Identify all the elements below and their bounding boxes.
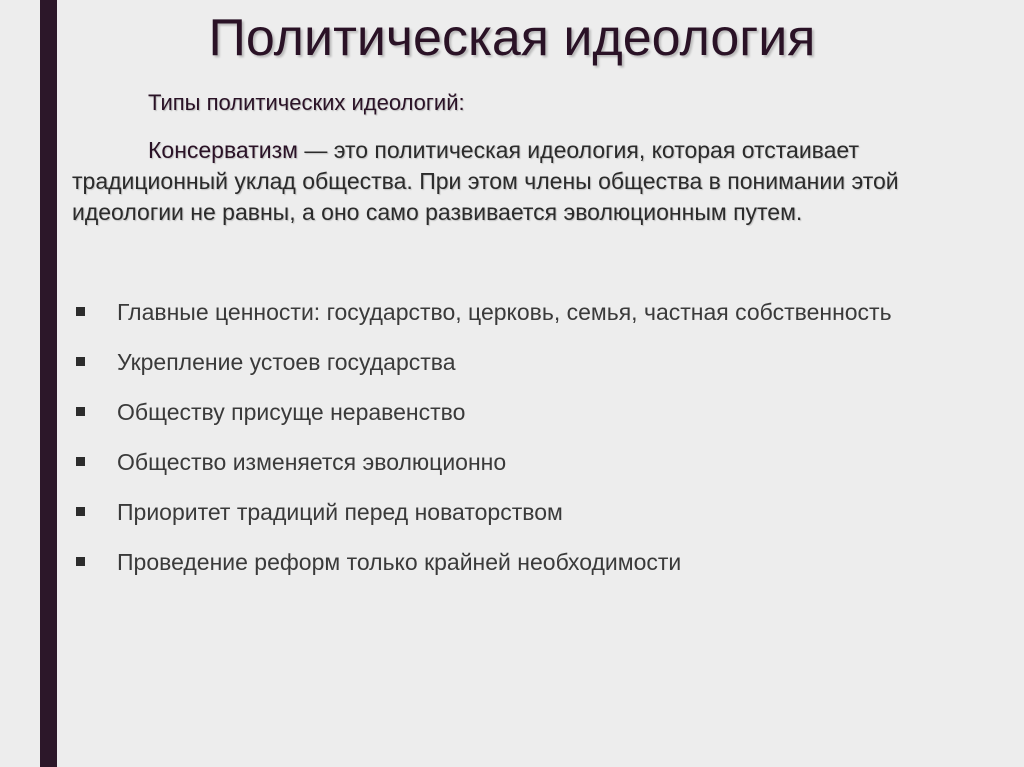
definition-text: — это политическая идеология, которая отстаивает традиционный уклад общества. При этом члены общества в понимании этой идеологии не равны, а оно само развивается эволюционным путем. [72,137,899,225]
list-item-text: Обществу присуще неравенство [117,399,466,425]
list-item-text: Общество изменяется эволюционно [117,449,507,475]
square-bullet-icon [76,507,85,516]
square-bullet-icon [76,357,85,366]
slide-title: Политическая идеология [208,9,816,67]
slide-subtitle: Типы политических идеологий: [148,90,465,115]
list-item-text: Укрепление устоев государства [117,349,456,375]
square-bullet-icon [76,407,85,416]
list-item-text: Проведение реформ только крайней необходимости [117,549,682,575]
accent-bar [40,0,57,767]
list-item-text: Главные ценности: государство, церковь, семья, частная собственность [117,299,892,325]
square-bullet-icon [76,457,85,466]
list-item-text: Приоритет традиций перед новаторством [117,499,563,525]
square-bullet-icon [76,307,85,316]
definition-term: Консерватизм [148,137,298,163]
definition-paragraph [72,135,1002,228]
square-bullet-icon [76,557,85,566]
